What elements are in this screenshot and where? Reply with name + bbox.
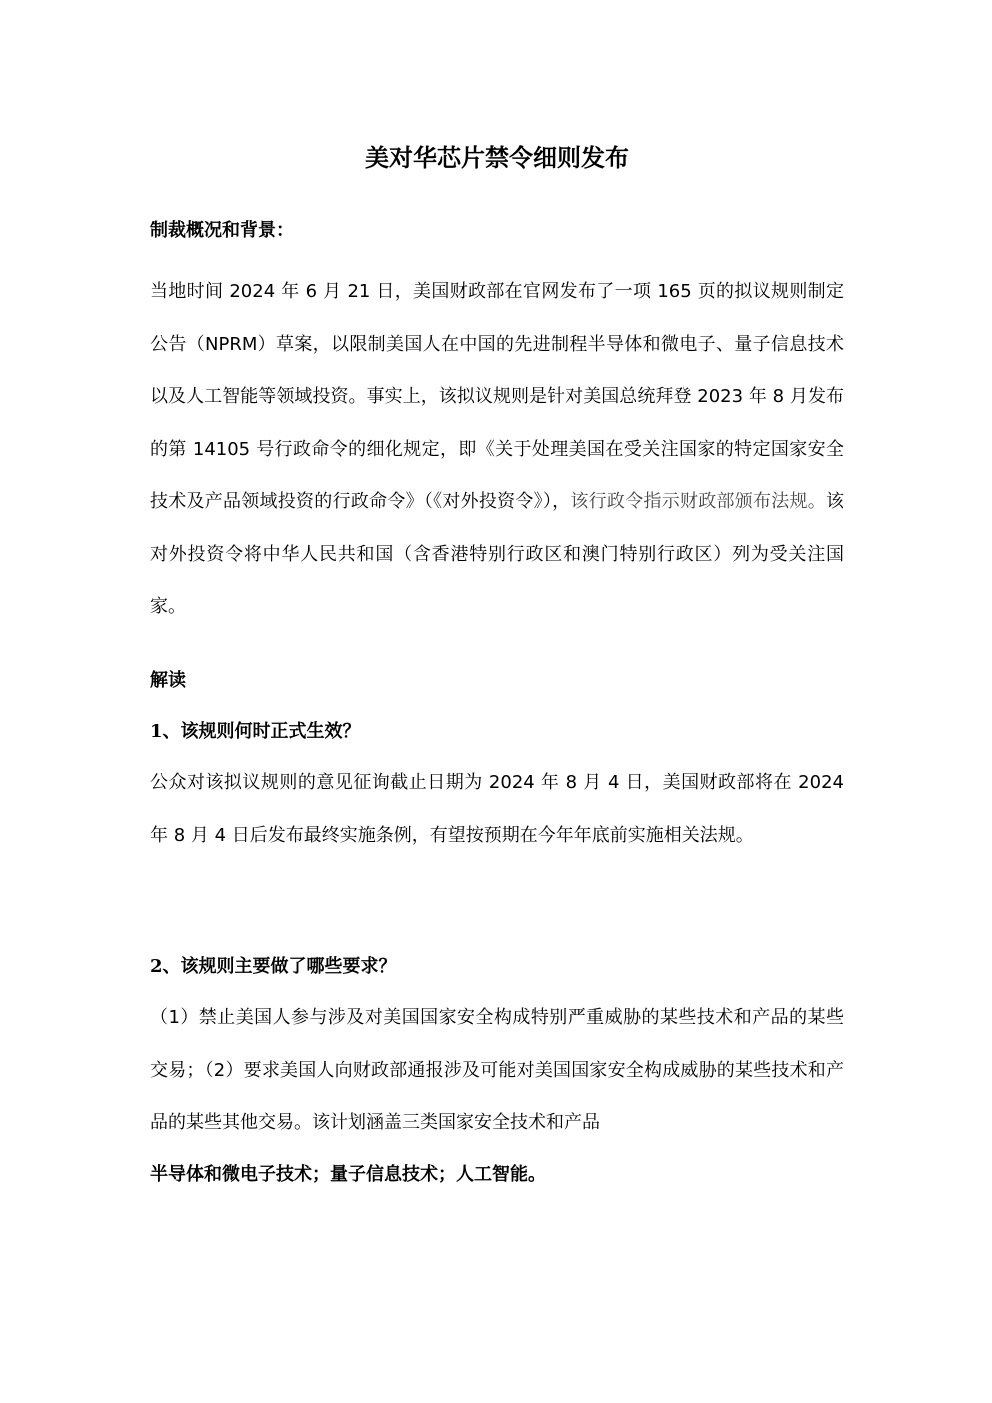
background-heading: 制裁概况和背景： <box>150 220 294 241</box>
answer-2: （1）禁止美国人参与涉及对美国国家安全构成特别严重威胁的某些技术和产品的某些交易；（2）要求美国人向财政部通报涉及可能对美国国家安全构成威胁的某些技术和产品的某些其他交易。该计划涵盖三类国家安全技术和产品 <box>150 1007 844 1133</box>
interpretation-heading: 解读 <box>150 670 186 691</box>
background-paragraph-muted: 该行政令指示财政部颁布法规。 <box>570 491 827 512</box>
answer-1: 公众对该拟议规则的意见征询截止日期为 2024 年 8 月 4 日，美国财政部将在 2024 年 8 月 4 日后发布最终实施条例，有望按预期在今年年底前实施相关法规。 <box>150 772 844 846</box>
technology-categories: 半导体和微电子技术；量子信息技术；人工智能。 <box>150 1164 546 1185</box>
background-paragraph-main: 当地时间 2024 年 6 月 21 日，美国财政部在官网发布了一项 165 页的拟议规则制定公告（NPRM）草案，以限制美国人在中国的先进制程半导体和微电子、量子信息技术以及人工智能等领域投资。事实上，该拟议规则是针对美国总统拜登 2023 年 8 月发布的第 14105 号行政命令的细化规定，即《关于处理美国在受关注国家的特定国家安全技术及产品领域投资的行政命令》（《对外投资令》）， <box>150 281 844 512</box>
document-title: 美对华芯片禁令细则发布 <box>365 143 629 172</box>
background-paragraph <box>150 266 844 634</box>
background-paragraph-end: 该对外投资令将中华人民共和国（含香港特别行政区和澳门特别行政区）列为受关注国家。 <box>150 491 845 617</box>
question-2: 2、该规则主要做了哪些要求？ <box>150 956 397 977</box>
question-1: 1、该规则何时正式生效？ <box>150 721 361 742</box>
